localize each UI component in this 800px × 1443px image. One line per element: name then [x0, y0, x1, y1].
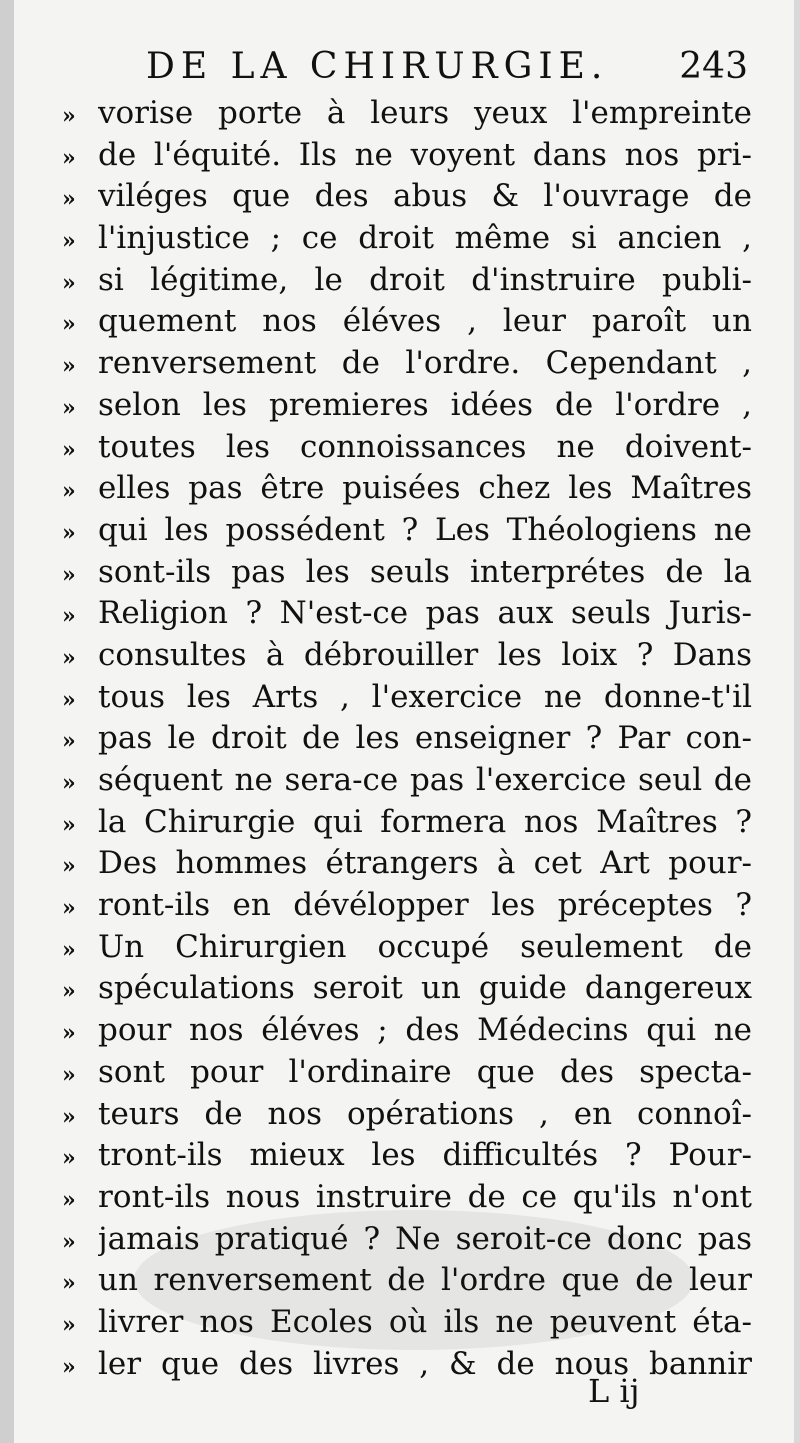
quotation-mark: »	[62, 895, 76, 922]
line-text: séquent ne sera-ce pas l'exercice seul de	[98, 762, 752, 798]
line-text: jamais pratiqué ? Ne seroit-ce donc pas	[98, 1220, 752, 1257]
text-line	[62, 1177, 752, 1219]
text-line	[62, 1010, 752, 1052]
line-text: spéculations seroit un guide dangereux	[98, 970, 752, 1007]
text-line	[62, 718, 752, 760]
quotation-mark: »	[62, 936, 76, 963]
text-line	[62, 552, 752, 594]
quotation-mark: »	[62, 436, 76, 463]
line-text: Un Chirurgien occupé seulement de	[98, 928, 752, 965]
text-line	[62, 468, 752, 510]
text-line	[62, 93, 752, 135]
line-text: quement nos éléves , leur paroît un	[98, 303, 752, 340]
quotation-mark: »	[62, 811, 76, 838]
quotation-mark: »	[62, 1020, 76, 1047]
text-line	[62, 301, 752, 343]
line-text: ront-ils en dévélopper les préceptes ?	[98, 887, 752, 924]
line-text: la Chirurgie qui formera nos Maîtres ?	[98, 803, 752, 840]
line-text: qui les possédent ? Les Théologiens ne	[98, 511, 752, 548]
quotation-mark: »	[62, 144, 76, 171]
text-line	[62, 1344, 752, 1386]
body-text	[62, 93, 752, 1385]
quotation-mark: »	[62, 1311, 76, 1338]
quotation-mark: »	[62, 228, 76, 255]
line-text: pas le droit de les enseigner ? Par con-	[98, 720, 752, 757]
quotation-mark: »	[62, 394, 76, 421]
line-text: livrer nos Ecoles où ils ne peuvent éta-	[98, 1303, 752, 1340]
signature-mark: L ij	[588, 1372, 640, 1410]
quotation-mark: »	[62, 186, 76, 213]
line-text: consultes à débrouiller les loix ? Dans	[98, 636, 752, 673]
text-line	[62, 343, 752, 385]
quotation-mark: »	[62, 686, 76, 713]
line-text: ront-ils nous instruire de ce qu'ils n'ont	[98, 1178, 752, 1215]
text-line	[62, 176, 752, 218]
quotation-mark: »	[62, 1186, 76, 1213]
text-line	[62, 885, 752, 927]
quotation-mark: »	[62, 103, 76, 129]
quotation-mark: »	[62, 1270, 76, 1297]
text-line	[62, 1094, 752, 1136]
quotation-mark: »	[62, 644, 76, 671]
line-text: tront-ils mieux les difficultés ? Pour-	[98, 1137, 752, 1174]
line-text: viléges que des abus & l'ouvrage de	[98, 178, 752, 215]
quotation-mark: »	[62, 1145, 76, 1172]
text-line	[62, 802, 752, 844]
line-text: Des hommes étrangers à cet Art pour-	[98, 845, 752, 882]
line-text: ler que des livres , & de nous bannir	[98, 1345, 752, 1382]
quotation-mark: »	[62, 853, 76, 880]
line-text: selon les premieres idées de l'ordre ,	[98, 386, 752, 423]
quotation-mark: »	[62, 1103, 76, 1130]
page-header	[14, 42, 794, 88]
quotation-mark: »	[62, 311, 76, 338]
text-line	[62, 260, 752, 302]
quotation-mark: »	[62, 978, 76, 1005]
quotation-mark: »	[62, 770, 76, 796]
line-text: de l'équité. Ils ne voyent dans nos pri-	[98, 136, 752, 173]
quotation-mark: »	[62, 353, 76, 380]
line-text: pour nos éléves ; des Médecins qui ne	[98, 1012, 752, 1049]
quotation-mark: »	[62, 1353, 76, 1380]
line-text: si légitime, le droit d'instruire publi-	[98, 261, 752, 298]
quotation-mark: »	[62, 1228, 76, 1255]
line-text: sont-ils pas les seuls interprétes de la	[98, 553, 752, 590]
text-line	[62, 385, 752, 427]
quotation-mark: »	[62, 519, 76, 546]
text-line	[62, 1052, 752, 1094]
text-line	[62, 427, 752, 469]
quotation-mark: »	[62, 1061, 76, 1088]
page-number: 243	[679, 46, 748, 87]
quotation-mark: »	[62, 269, 76, 296]
text-line	[62, 635, 752, 677]
line-text: l'injustice ; ce droit même si ancien ,	[98, 220, 752, 257]
text-line	[62, 760, 752, 802]
text-line	[62, 1260, 752, 1302]
text-line	[62, 135, 752, 177]
text-line	[62, 1302, 752, 1344]
line-text: vorise porte à leurs yeux l'empreinte	[98, 95, 752, 131]
line-text: elles pas être puisées chez les Maîtres	[98, 470, 752, 507]
running-title: DE LA CHIRURGIE.	[146, 46, 609, 87]
text-line	[62, 677, 752, 719]
text-line	[62, 968, 752, 1010]
text-line	[62, 1219, 752, 1261]
line-text: Religion ? N'est-ce pas aux seuls Juris-	[98, 595, 752, 632]
line-text: tous les Arts , l'exercice ne donne-t'il	[98, 678, 752, 715]
quotation-mark: »	[62, 728, 76, 755]
line-text: renversement de l'ordre. Cependant ,	[98, 345, 752, 382]
text-line	[62, 843, 752, 885]
line-text: un renversement de l'ordre que de leur	[98, 1262, 752, 1299]
text-line	[62, 510, 752, 552]
text-line	[62, 1135, 752, 1177]
line-text: sont pour l'ordinaire que des specta-	[98, 1053, 752, 1090]
text-line	[62, 593, 752, 635]
quotation-mark: »	[62, 561, 76, 588]
quotation-mark: »	[62, 478, 76, 505]
line-text: toutes les connoissances ne doivent-	[98, 428, 752, 465]
text-line	[62, 927, 752, 969]
text-line	[62, 218, 752, 260]
quotation-mark: »	[62, 603, 76, 630]
line-text: teurs de nos opérations , en connoî-	[98, 1095, 752, 1132]
